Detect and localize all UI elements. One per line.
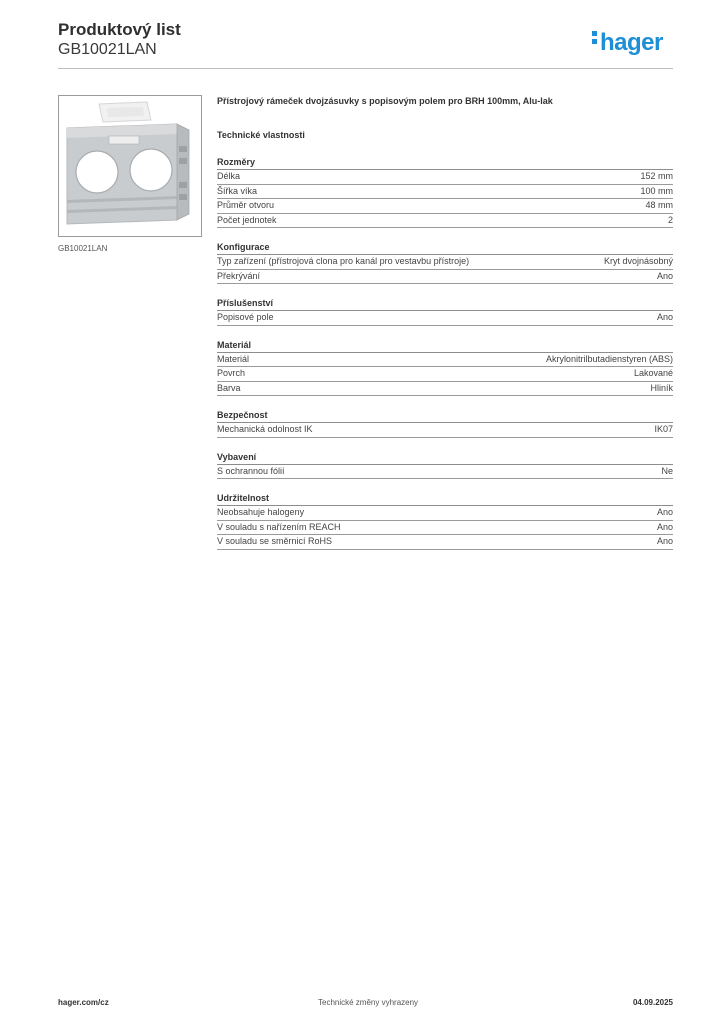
product-description: Přístrojový rámeček dvojzásuvky s popisovým polem pro BRH 100mm, Alu-lak (217, 96, 553, 106)
spec-label: Počet jednotek (217, 214, 277, 225)
spec-content (217, 95, 673, 550)
spec-label: Překrývání (217, 270, 261, 281)
spec-label: Délka (217, 171, 241, 181)
spec-label: Barva (217, 382, 241, 393)
document-header (58, 20, 181, 60)
spec-row (217, 185, 673, 200)
spec-value: Ano (656, 270, 673, 281)
image-caption: GB10021LAN (58, 244, 108, 253)
logo-dots-icon (592, 28, 598, 47)
spec-label: Neobsahuje halogeny (217, 507, 305, 517)
spec-row (217, 214, 673, 229)
spec-label: Materiál (217, 353, 250, 364)
spec-value: Ne (661, 465, 673, 476)
spec-section (217, 409, 673, 438)
spec-value: 2 (667, 214, 673, 225)
section-title: Bezpečnost (217, 409, 673, 423)
spec-row (217, 535, 673, 550)
spec-label: Povrch (217, 368, 246, 378)
spec-label: Průměr otvoru (217, 200, 275, 210)
section-title: Materiál (217, 339, 673, 353)
spec-value: Lakované (633, 368, 673, 378)
section-title: Rozměry (217, 156, 673, 170)
spec-row (217, 353, 673, 368)
spec-label: Mechanická odolnost IK (217, 424, 313, 434)
spec-value: IK07 (654, 424, 673, 434)
spec-value: 152 mm (640, 171, 673, 181)
spec-label: Šířka víka (217, 185, 258, 196)
spec-section (217, 241, 673, 284)
spec-value: 100 mm (640, 185, 673, 196)
section-title: Udržitelnost (217, 492, 673, 506)
hager-logo (592, 28, 663, 57)
spec-row (217, 199, 673, 214)
spec-value: Hliník (650, 382, 673, 393)
spec-row (217, 521, 673, 536)
spec-row (217, 170, 673, 185)
spec-row (217, 465, 673, 480)
spec-section (217, 297, 673, 326)
spec-row (217, 382, 673, 397)
spec-label: V souladu s nařízením REACH (217, 521, 341, 532)
header-divider (58, 68, 673, 69)
spec-value: Ano (656, 312, 673, 322)
spec-value: Kryt dvojnásobný (603, 256, 673, 266)
spec-sections (217, 156, 673, 550)
spec-row (217, 367, 673, 382)
spec-row (217, 506, 673, 521)
spec-value: 48 mm (645, 200, 673, 210)
section-title: Vybavení (217, 451, 673, 465)
product-frame-illustration (59, 96, 201, 236)
footer-note: Technické změny vyhrazeny (318, 998, 419, 1007)
spec-row (217, 270, 673, 285)
footer-website: hager.com/cz (58, 998, 109, 1007)
spec-section (217, 492, 673, 550)
spec-value: Akrylonitrilbutadienstyren (ABS) (545, 353, 673, 364)
spec-row (217, 255, 673, 270)
technical-properties-heading: Technické vlastnosti (217, 130, 305, 140)
spec-value: Ano (656, 536, 673, 546)
footer-date: 04.09.2025 (632, 998, 673, 1007)
spec-section (217, 339, 673, 397)
spec-section (217, 451, 673, 480)
spec-label: V souladu se směrnicí RoHS (217, 536, 333, 546)
page-title: Produktový list (58, 20, 181, 39)
spec-value: Ano (656, 507, 673, 517)
section-title: Konfigurace (217, 241, 673, 255)
spec-row (217, 311, 673, 326)
logo-text: hager (600, 29, 663, 56)
spec-row (217, 423, 673, 438)
spec-label: Typ zařízení (přístrojová clona pro kanál pro vestavbu přístroje) (217, 256, 470, 266)
spec-section (217, 156, 673, 228)
spec-value: Ano (656, 521, 673, 532)
spec-label: Popisové pole (217, 312, 274, 322)
product-code: GB10021LAN (58, 41, 157, 58)
section-title: Příslušenství (217, 297, 673, 311)
spec-label: S ochrannou fólií (217, 465, 285, 476)
product-image (58, 95, 202, 237)
